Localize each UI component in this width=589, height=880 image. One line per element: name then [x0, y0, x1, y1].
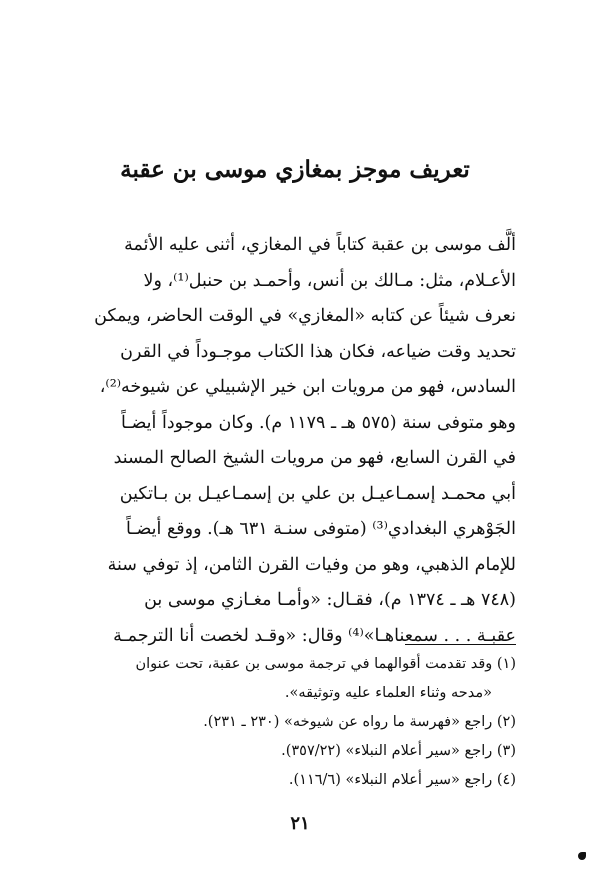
- body-line: تحديد وقت ضياعه، فكان هذا الكتاب موجـوداً في القرن: [120, 341, 516, 362]
- footnote-1: (١) وقد تقدمت أقوالهما في ترجمة موسى بن عقبة، تحت عنوان: [135, 656, 516, 672]
- body-line: (٧٤٨ هـ ـ ١٣٧٤ م)، فقـال: «وأمـا مغـازي موسى بن: [144, 590, 516, 610]
- footnote-4: (٤) راجع «سير أعلام النبلاء» (١١٦/٦).: [288, 772, 516, 788]
- body-line: عقبـة . . . سمعناهـا»⁽⁴⁾ وقال: «وقـد لخصت أنا الترجمـة: [113, 625, 516, 646]
- page-title: تعريف موجز بمغازي موسى بن عقبة: [120, 156, 470, 183]
- body-line: الأعـلام، مثل: مـالك بن أنس، وأحمـد بن حنبل⁽¹⁾، ولا: [143, 270, 516, 291]
- ink-mark: [578, 852, 586, 860]
- footnote-divider: [405, 644, 516, 645]
- page-number: ٢١: [290, 813, 310, 834]
- body-line: ألَّف موسى بن عقبة كتاباً في المغازي، أثنى عليه الأئمة: [124, 235, 516, 255]
- body-line: الجَوْهري البغدادي⁽³⁾ (متوفى سنـة ٦٣١ هـ). ووقع أيضـاً: [126, 519, 516, 539]
- body-line: أبي محمـد إسمـاعيـل بن علي بن إسمـاعيـل بن بـاتكين: [119, 483, 516, 504]
- body-line: للإمام الذهبي، وهو من وفيات القرن الثامن، إذ توفي سنة: [107, 554, 516, 575]
- footnotes: [84, 650, 516, 795]
- body-line: في القرن السابع، فهو من مرويات الشيخ الصالح المسند: [113, 448, 516, 468]
- footnote-2: (٢) راجع «فهرسة ما رواه عن شيوخه» (٢٣٠ ـ ٢٣١).: [203, 714, 516, 730]
- body-line: السادس، فهو من مرويات ابن خير الإشبيلي عن شيوخه⁽²⁾،: [99, 377, 516, 397]
- footnote-1-continuation: «مدحه وثناء العلماء عليه وتوثيقه».: [284, 685, 492, 701]
- body-line: نعرف شيئاً عن كتابه «المغازي» في الوقت الحاضر، ويمكن: [94, 306, 516, 326]
- body-text: [84, 228, 516, 654]
- footnote-3: (٣) راجع «سير أعلام النبلاء» (٣٥٧/٢٢).: [281, 743, 516, 759]
- body-line: وهو متوفى سنة (٥٧٥ هـ ـ ١١٧٩ م). وكان موجوداً أيضـاً: [121, 412, 516, 433]
